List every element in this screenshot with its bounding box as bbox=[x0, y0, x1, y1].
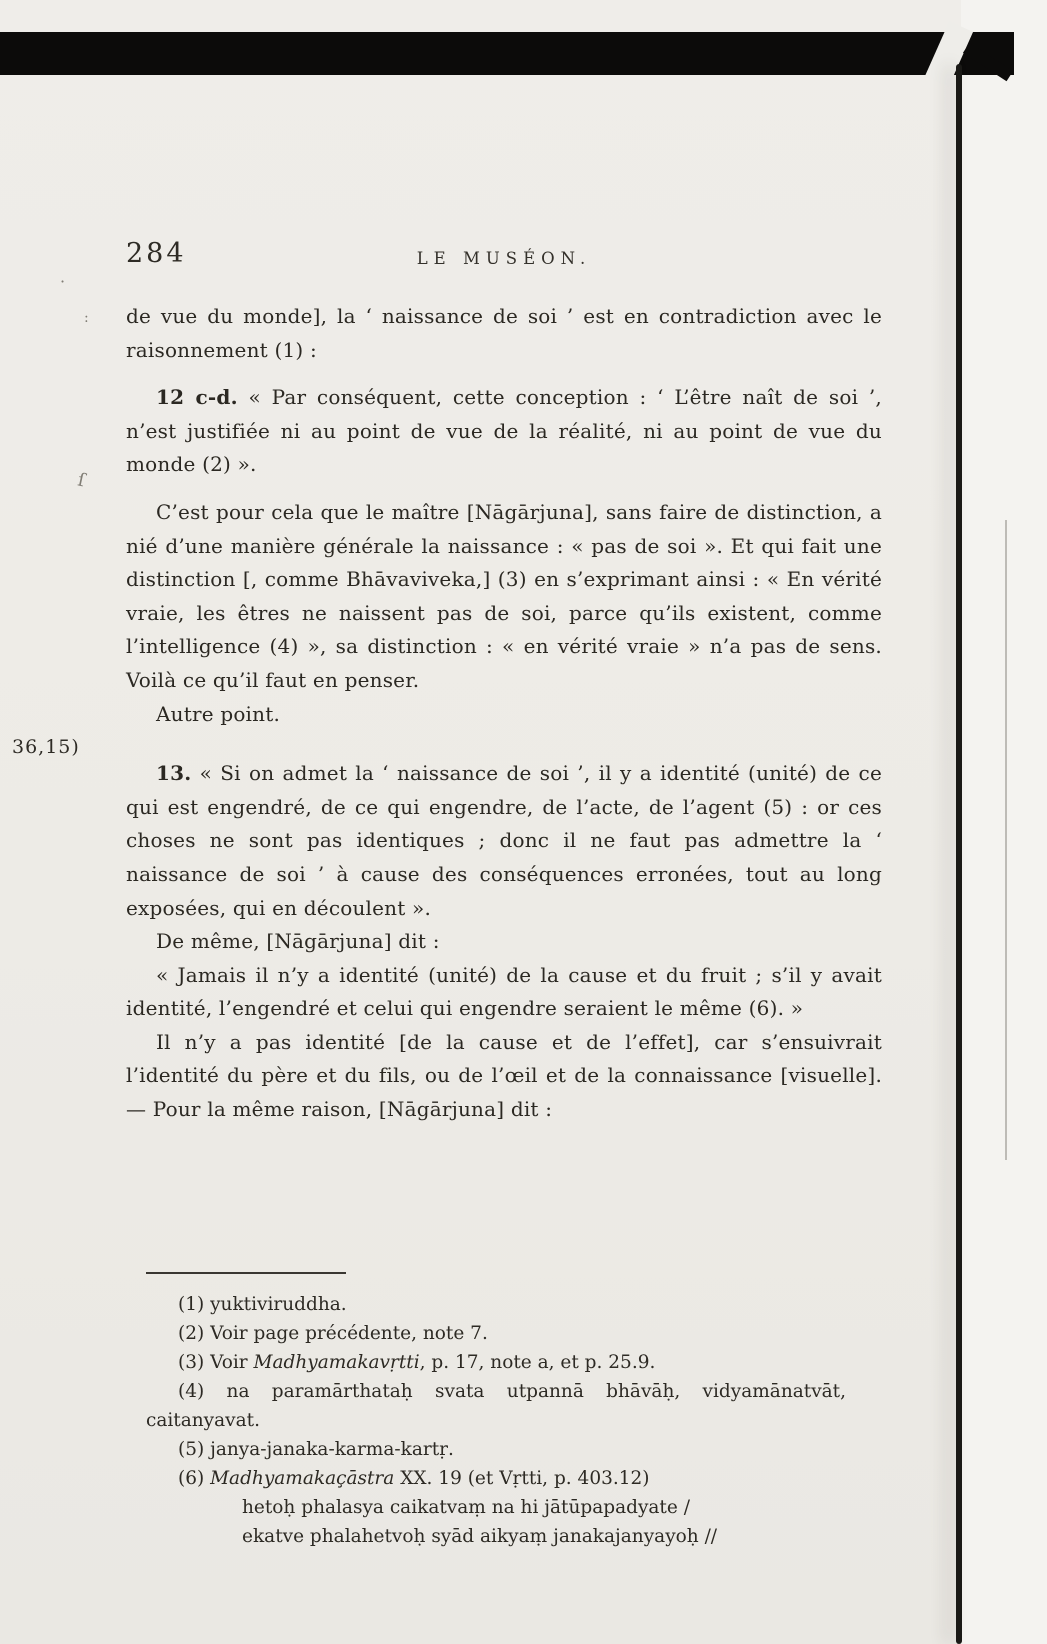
paragraph-verse-12cd bbox=[126, 381, 882, 482]
footnote-title-italic: Madhyamakavṛtti bbox=[253, 1352, 420, 1373]
footnote-text: XX. 19 (et Vṛtti, p. 403.12) bbox=[394, 1468, 650, 1489]
paragraph-explanation: Il n’y a pas identité [de la cause et de l’effet], car s’ensuivrait l’identité du père et du fils, ou de l’œil et de la connaissance [visuelle]. — Pour la même raison, [Nāgārjuna] dit : bbox=[126, 1029, 882, 1122]
footnote-separator-rule bbox=[146, 1272, 346, 1274]
footnote-2: (2) Voir page précédente, note 7. bbox=[178, 1323, 488, 1344]
margin-note: 36,15) bbox=[12, 736, 80, 758]
paragraph-text: « Par conséquent, cette conception : ‘ L’être naît de soi ’, n’est justifiée ni au point de vue de la réalité, ni au point de vue du monde (2) ». bbox=[126, 385, 882, 477]
book-binding-edge bbox=[956, 64, 962, 1644]
footnote-text: (6) bbox=[178, 1468, 211, 1489]
pencil-mark: ſ bbox=[75, 469, 87, 492]
footnote-title-italic: Madhyamakaçāstra bbox=[210, 1468, 395, 1489]
page-number: 284 bbox=[126, 238, 187, 269]
pencil-mark: · bbox=[60, 272, 66, 291]
footnotes-block bbox=[146, 1272, 846, 1551]
verse-number: 13. bbox=[156, 761, 192, 786]
paragraph-de-meme: De même, [Nāgārjuna] dit : bbox=[156, 929, 440, 954]
running-header: LE MUSÉON. bbox=[416, 249, 592, 268]
footnote-text: (3) Voir bbox=[178, 1352, 254, 1373]
footnote-6 bbox=[146, 1464, 846, 1493]
footnote-3 bbox=[146, 1348, 846, 1377]
body-text-block bbox=[126, 300, 882, 1127]
scan-artifact-bar bbox=[0, 32, 1014, 75]
footnote-5: (5) janya-janaka-karma-kartṛ. bbox=[178, 1439, 454, 1460]
sanskrit-verse-line-1: hetoḥ phalasya caikatvaṃ na hi jātūpapadyate / bbox=[242, 1497, 690, 1518]
pencil-mark: : bbox=[84, 310, 89, 326]
verse-number: 12 c-d. bbox=[156, 385, 238, 410]
page-edge-crease bbox=[1005, 520, 1007, 1160]
footnote-1: (1) yuktiviruddha. bbox=[178, 1294, 347, 1315]
adjacent-page-edge bbox=[961, 0, 1047, 1644]
paragraph-citation: « Jamais il n’y a identité (unité) de la cause et du fruit ; s’il y avait identité, l’engendré et celui qui engendre seraient le même (6). » bbox=[126, 962, 882, 1021]
paragraph-commentary: C’est pour cela que le maître [Nāgārjuna], sans faire de distinction, a nié d’une manière générale la naissance : « pas de soi ». Et qui fait une distinction [, comme Bhāvaviveka,] (3) en s’exprimant ainsi : « En vérité vraie, les êtres ne naissent pas de soi, parce qu’ils existent, comme l’intelligence (4) », sa distinction : « en vérité vraie » n’a pas de sens. Voilà ce qu’il faut en penser. bbox=[126, 499, 882, 692]
paragraph-continuation: de vue du monde], la ‘ naissance de soi ’ est en contradiction avec le raisonnement (1) : bbox=[126, 304, 882, 362]
sanskrit-verse-line-2: ekatve phalahetvoḥ syād aikyaṃ janakajanyayoḥ // bbox=[242, 1526, 718, 1547]
paragraph-autre-point: Autre point. bbox=[156, 701, 281, 726]
footnote-4: (4) na paramārthataḥ svata utpannā bhāvāḥ, vidyamānatvāt, caitanyavat. bbox=[146, 1381, 846, 1431]
paragraph-text: « Si on admet la ‘ naissance de soi ’, il y a identité (unité) de ce qui est engendré, de ce qui engendre, de l’acte, de l’agent (5) : or ces choses ne sont pas identiques ; donc il ne faut pas admettre la ‘ naissance de soi ’ à cause des conséquences erronées, tout au long exposées, qui en découlent ». bbox=[126, 761, 882, 920]
footnote-text: , p. 17, note a, et p. 25.9. bbox=[419, 1352, 656, 1373]
paragraph-verse-13 bbox=[126, 757, 882, 925]
